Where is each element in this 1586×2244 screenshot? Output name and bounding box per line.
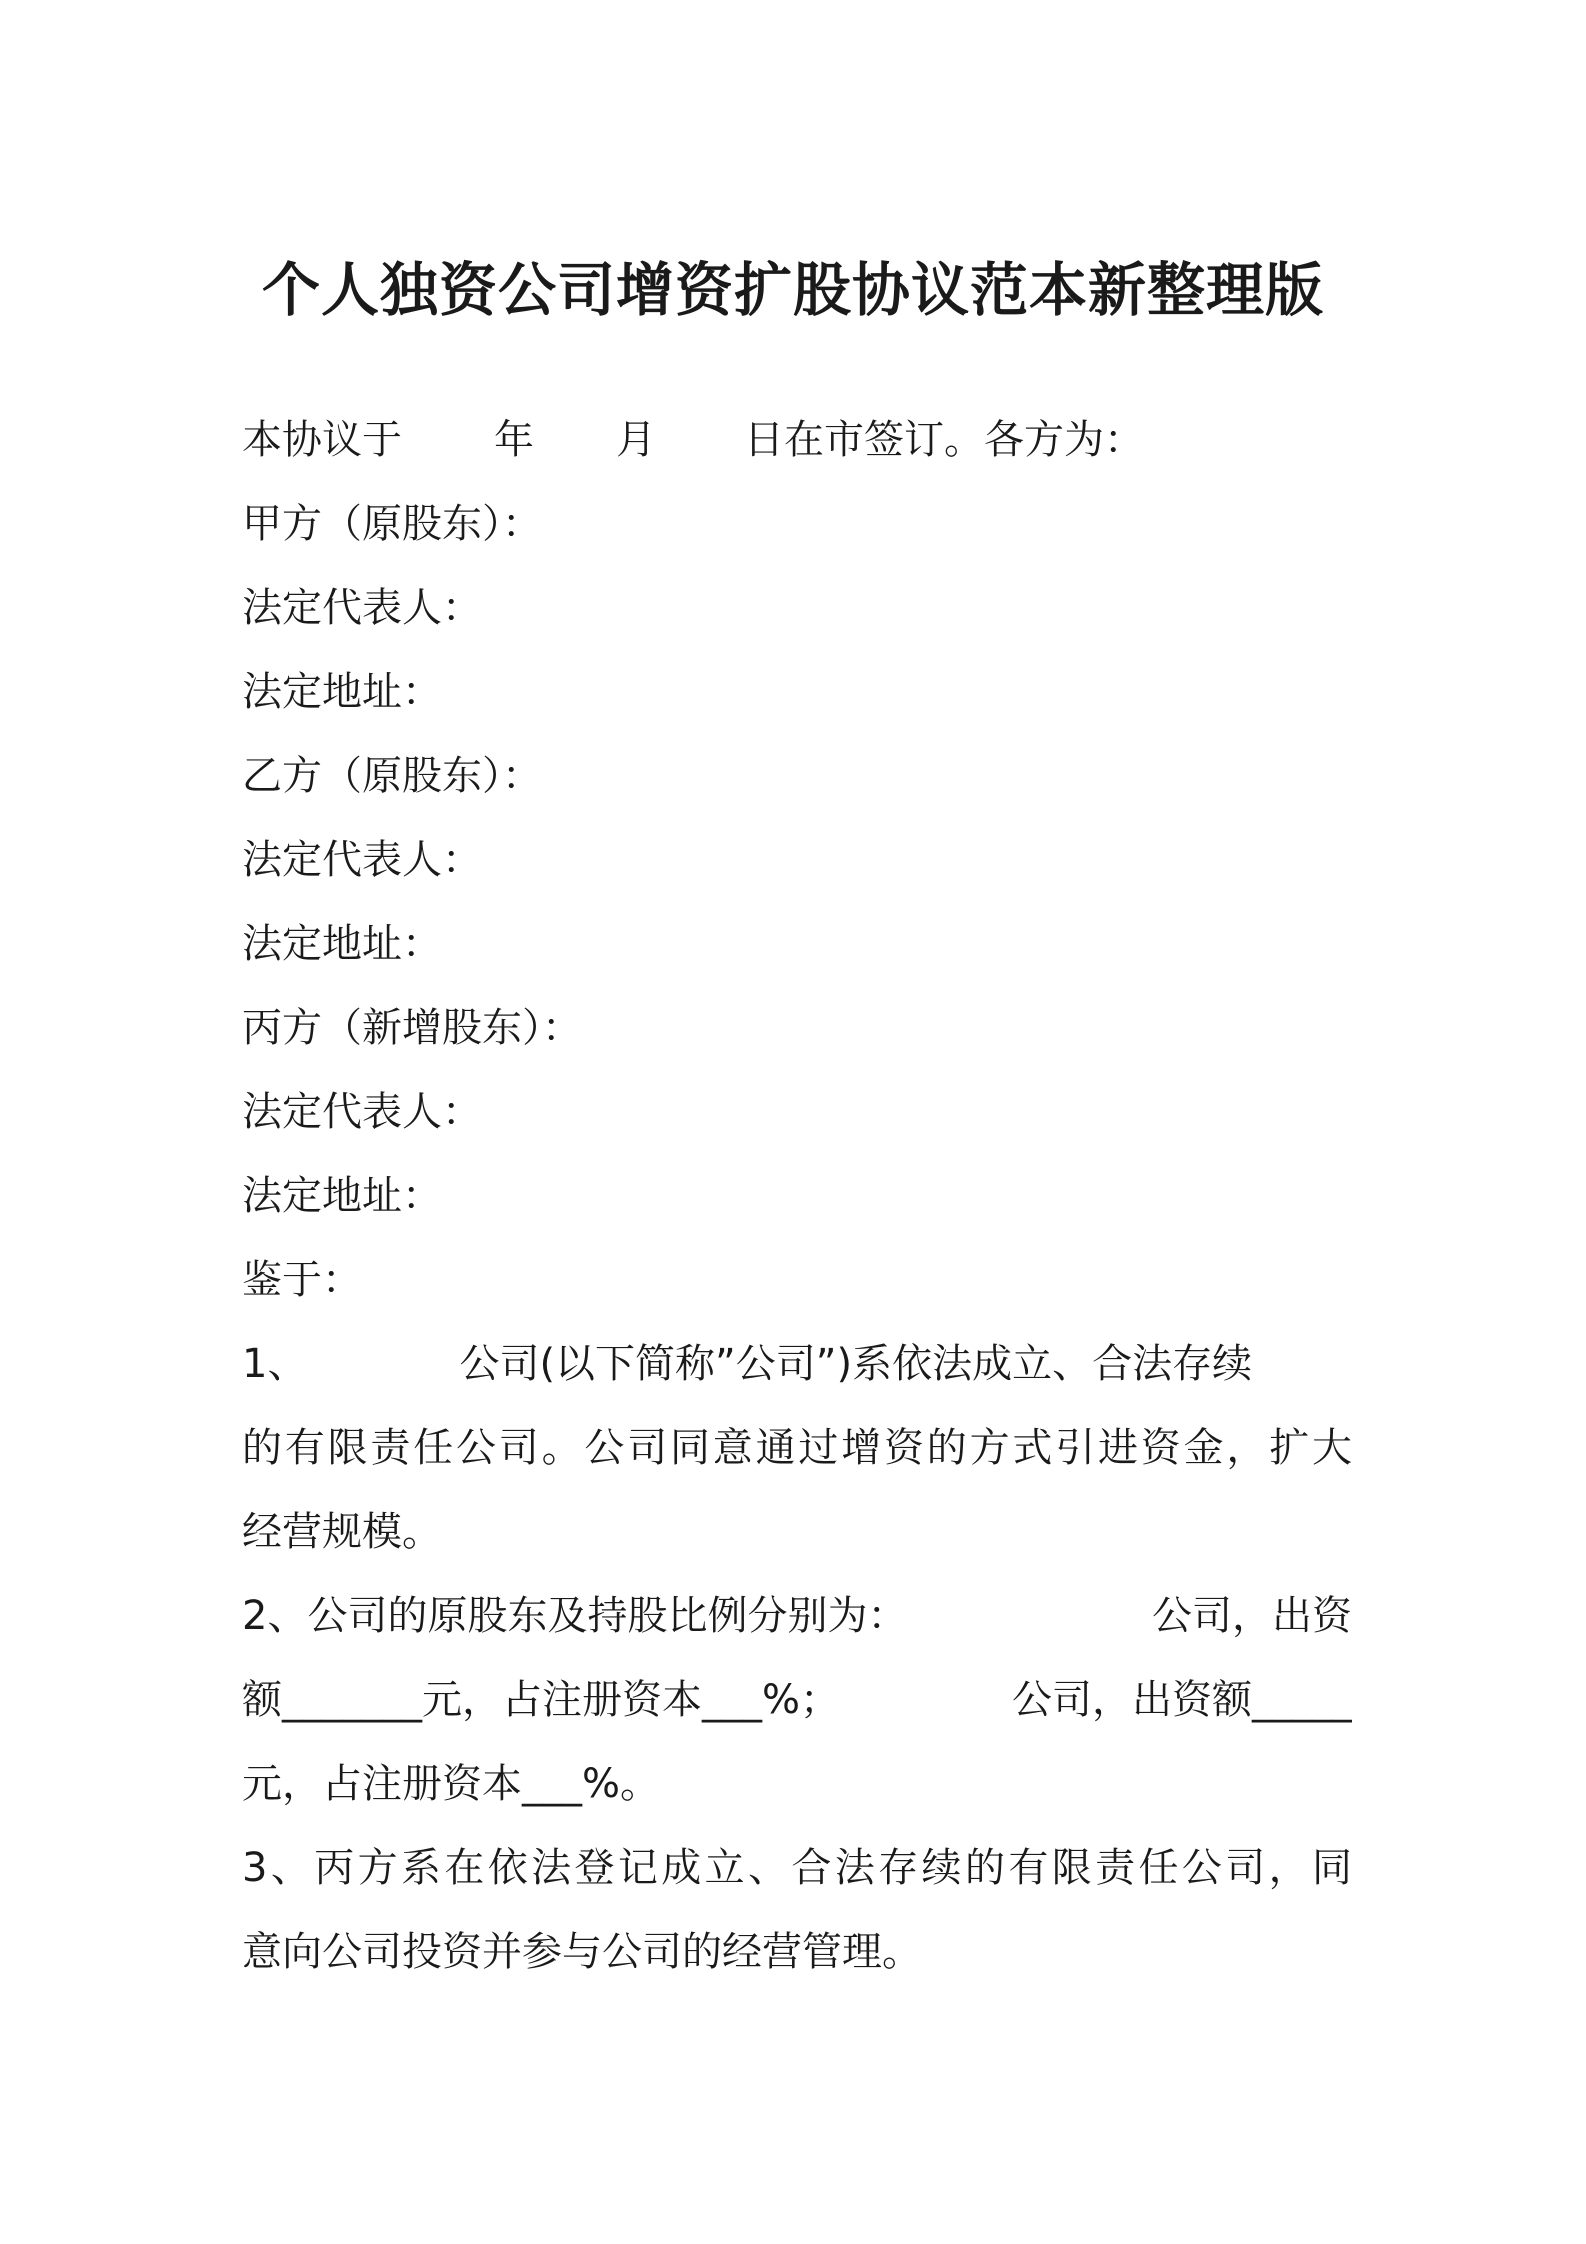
clause-3-line-1: 3、丙方系在依法登记成立、合法存续的有限责任公司，同 [242,1845,1352,1891]
intro-year: 年 [494,417,534,463]
clause-1-number: 1、 [242,1341,308,1387]
party-c-address: 法定地址： [242,1173,442,1219]
clause-2-line-2 [242,1658,1352,1742]
clause-3-line-2: 意向公司投资并参与公司的经营管理。 [242,1929,922,1975]
party-a-heading: 甲方（原股东）： [242,501,542,547]
clause-2-line-3: 元，占注册资本___%。 [242,1761,661,1807]
clause-2-text-2: 公司，出资 [1152,1593,1352,1639]
clause-1-text-1: 公司(以下简称”公司”)系依法成立、合法存续 [459,1341,1253,1387]
party-c-heading: 丙方（新增股东）： [242,1005,582,1051]
party-a-address: 法定地址： [242,669,442,715]
whereas-heading: 鉴于： [242,1257,362,1303]
clause-2-text-4: 公司，出资额_____ [1012,1677,1352,1723]
document-body [242,398,1352,1994]
clause-2-line-1 [242,1574,1352,1658]
intro-text-1: 本协议于 [242,417,402,463]
intro-line [242,398,1352,482]
party-b-address: 法定地址： [242,921,442,967]
party-b-heading: 乙方（原股东）： [242,753,542,799]
intro-text-2: 日在市签订。各方为： [744,417,1144,463]
document-title: 个人独资公司增资扩股协议范本新整理版 [261,256,1324,324]
clause-1-line-2: 的有限责任公司。公司同意通过增资的方式引进资金，扩大 [242,1425,1352,1471]
party-a-representative: 法定代表人： [242,585,482,631]
clause-1-line-1 [242,1322,1352,1406]
party-b-representative: 法定代表人： [242,837,482,883]
party-c-representative: 法定代表人： [242,1089,482,1135]
intro-month: 月 [616,417,656,463]
clause-1-line-3: 经营规模。 [242,1509,442,1555]
clause-2-text-1: 2、公司的原股东及持股比例分别为： [242,1593,908,1639]
clause-2-text-3: 额_______元，占注册资本___%； [242,1677,841,1723]
